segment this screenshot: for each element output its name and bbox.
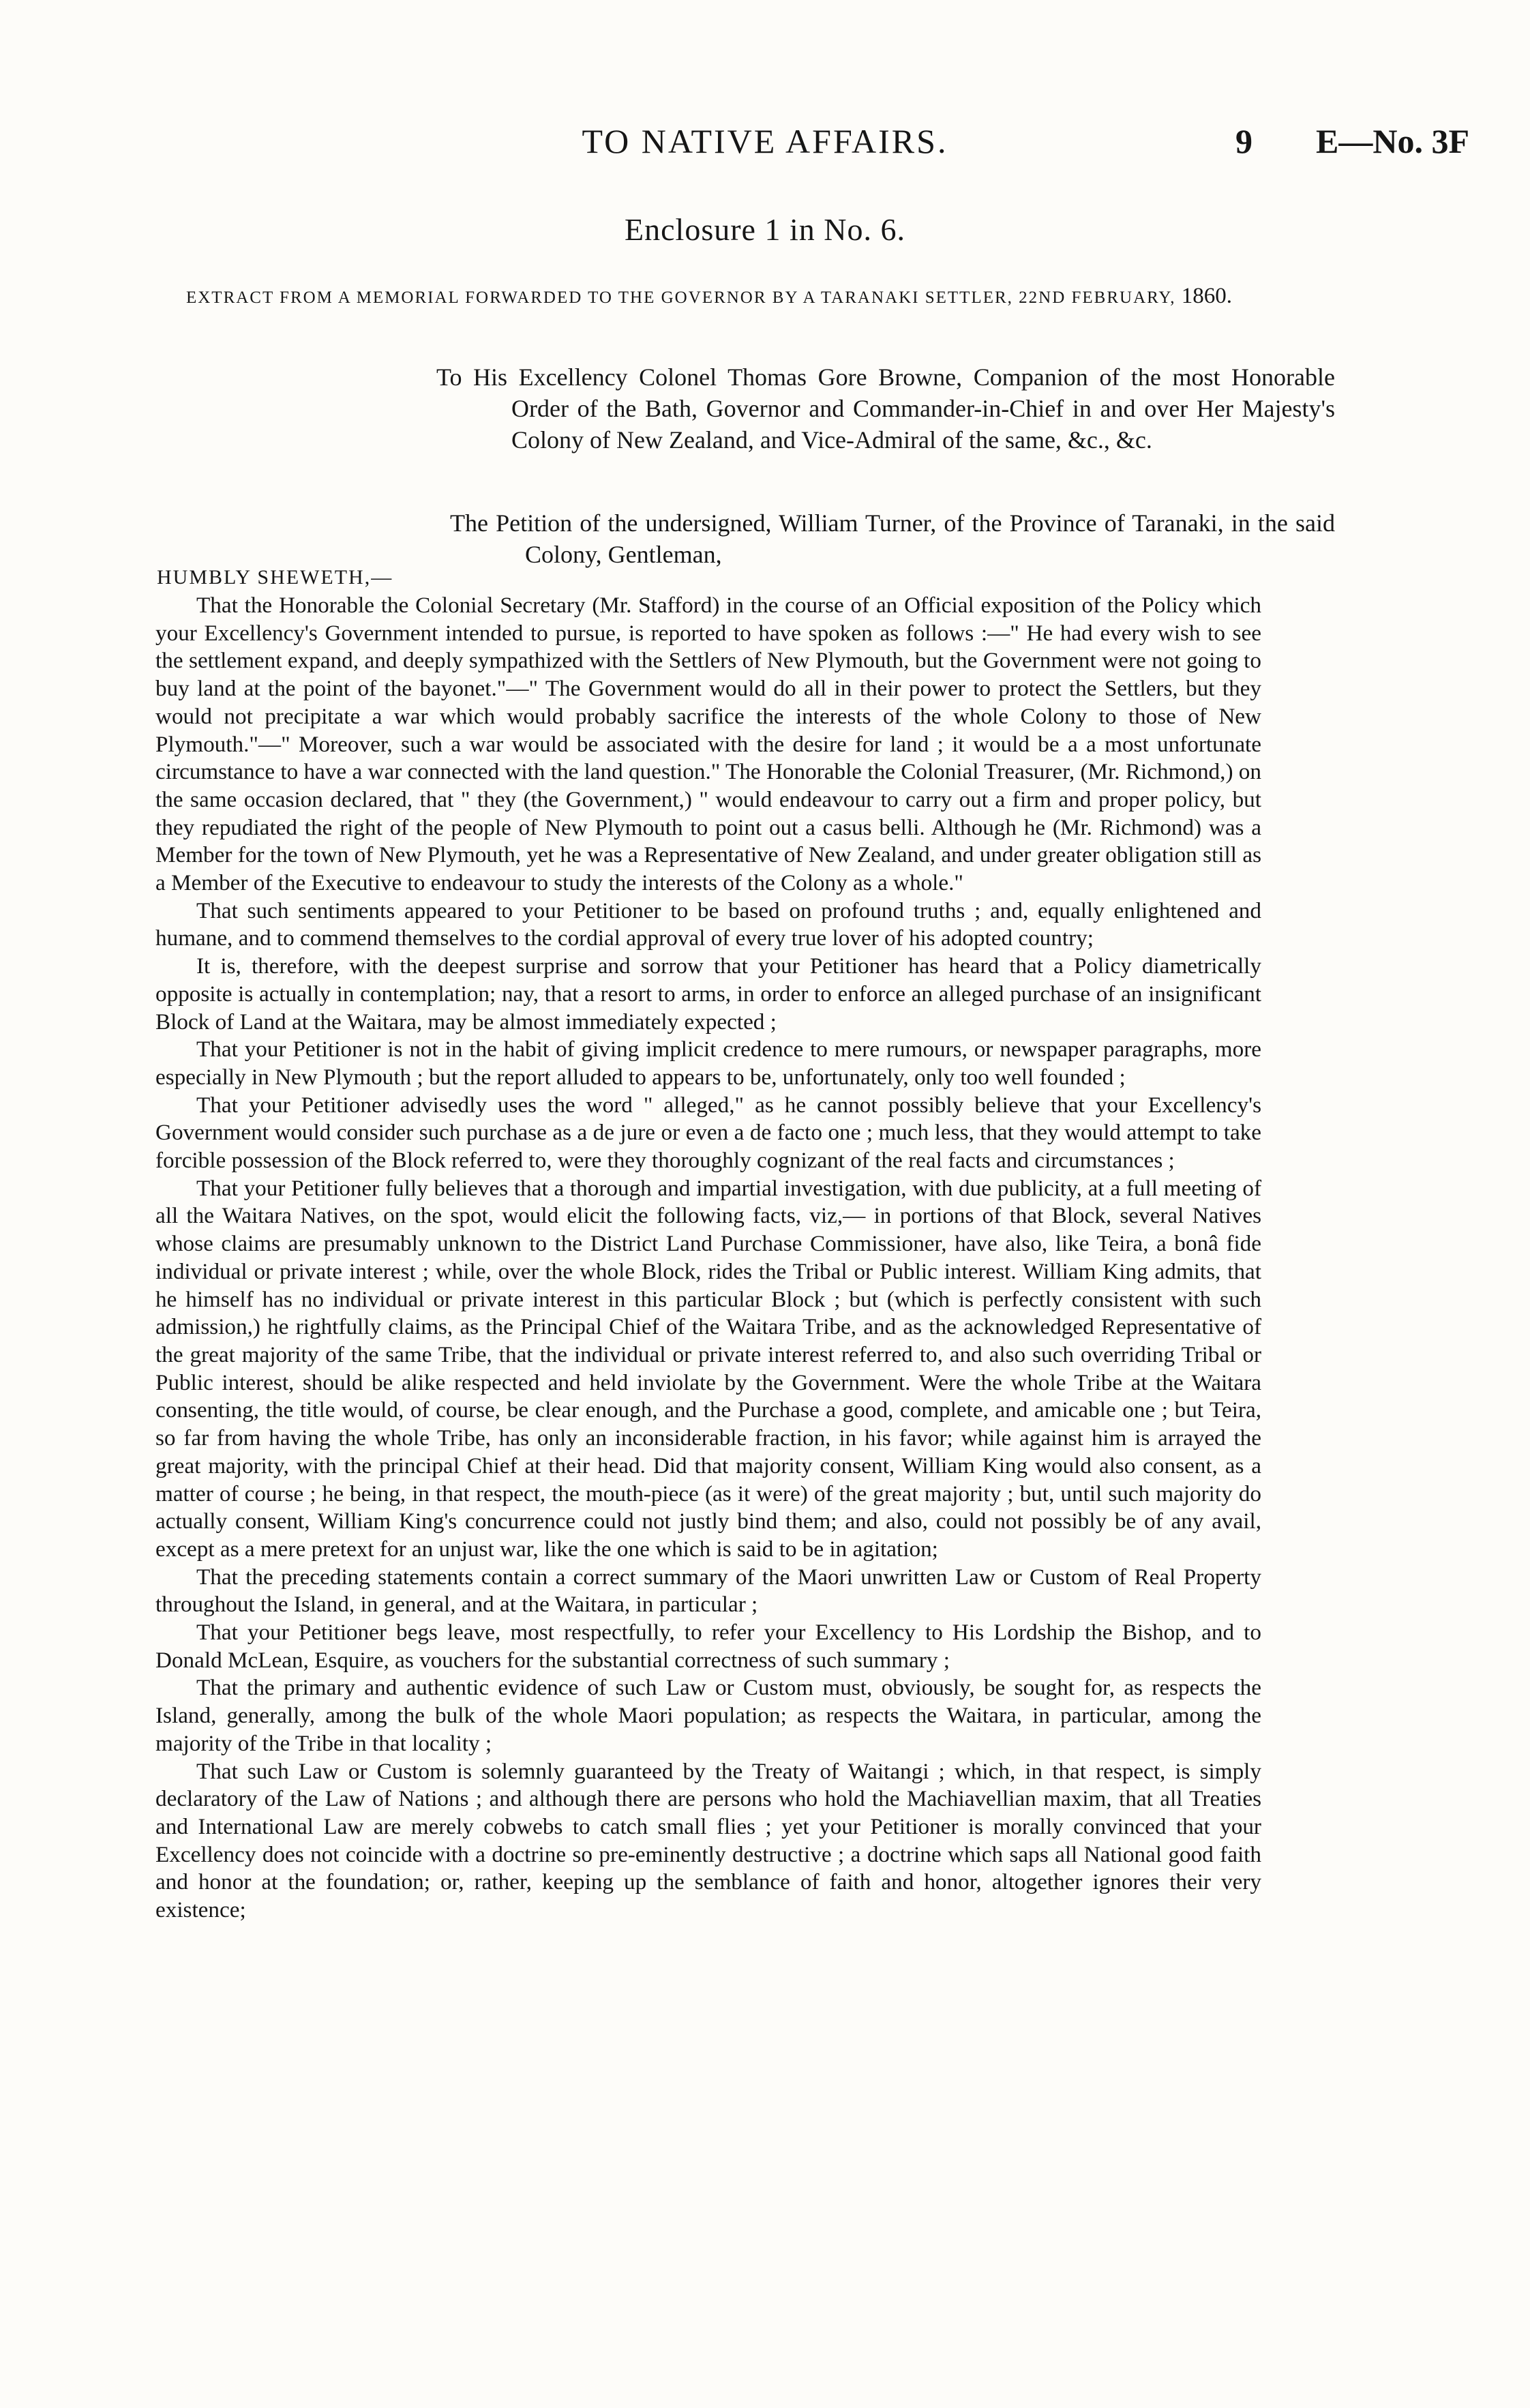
paragraph: That such sentiments appeared to your Petitioner to be based on profound truths ; and, equally enlightened and humane, and to commend themselves to the cordial approval of every true lover of his adopted country;	[155, 897, 1261, 951]
paragraph: That your Petitioner begs leave, most respectfully, to refer your Excellency to His Lordship the Bishop, and to Donald McLean, Esquire, as vouchers for the substantial correctness of such summary ;	[155, 1620, 1261, 1673]
address-block: To His Excellency Colonel Thomas Gore Browne, Companion of the most Honorable Order of the Bath, Governor and Commander-in-Chief in and over Her Majesty's Colony of New Zealand, and Vice-Admiral of the same, &c., &c.	[436, 363, 1335, 454]
page-number: 9	[1235, 122, 1252, 160]
paragraph: That the preceding statements contain a correct summary of the Maori unwritten Law or Custom of Real Property throughout the Island, in general, and at the Waitara, in particular ;	[155, 1564, 1261, 1618]
paragraph: It is, therefore, with the deepest surprise and sorrow that your Petitioner has heard that a Policy diametrically opposite is actually in contemplation; nay, that a resort to arms, in order to enforce an alleged purchase of an insignificant Block of Land at the Waitara, may be almost immediately expected ;	[155, 953, 1261, 1035]
paragraph: That your Petitioner is not in the habit of giving implicit credence to mere rumours, or newspaper paragraphs, more especially in New Plymouth ; but the report alluded to appears to be, unfortunately, only too well founded ;	[155, 1037, 1261, 1090]
extract-title-year: 1860.	[1181, 284, 1233, 308]
paragraph: That the Honorable the Colonial Secretary (Mr. Stafford) in the course of an Official exposition of the Policy which your Excellency's Government intended to pursue, is reported to have spoken as follows :—" He had every wish to see the settlement expand, and deeply sympathized with the Settlers of New Plymouth, but the Government were not going to buy land at the point of the bayonet."—" The Government would do all in their power to protect the Settlers, but they would not precipitate a war which would probably sacrifice the interests of the whole Colony to those of New Plymouth."—" Moreover, such a war would be associated with the desire for land ; it would be a a most unfortunate circumstance to have a war connected with the land question." The Honorable the Colonial Treasurer, (Mr. Richmond,) on the same occasion declared, that " they (the Government,) " would endeavour to carry out a firm and proper policy, but they repudiated the right of the people of New Plymouth to point out a casus belli. Although he (Mr. Richmond) was a Member for the town of New Plymouth, yet he was a Representative of New Zealand, and under greater obligation still as a Member of the Executive to endeavour to study the interests of the Colony as a whole."	[155, 593, 1261, 896]
petition-intro: The Petition of the undersigned, William Turner, of the Province of Taranaki, in the said Colony, Gentleman,	[450, 509, 1335, 568]
salutation: HUMBLY SHEWETH,—	[157, 566, 393, 589]
paragraph: That your Petitioner advisedly uses the word " alleged," as he cannot possibly believe that your Excellency's Government would consider such purchase as a de jure or even a de facto one ; much less, that they would attempt to take forcible possession of the Block referred to, were they thoroughly cognizant of the real facts and circumstances ;	[155, 1092, 1261, 1174]
paragraph: That the primary and authentic evidence of such Law or Custom must, obviously, be sought for, as respects the Island, generally, among the bulk of the whole Maori population; as respects the Waitara, in particular, among the majority of the Tribe in that locality ;	[155, 1675, 1261, 1756]
paragraph: That your Petitioner fully believes that a thorough and impartial investigation, with due publicity, at a full meeting of all the Waitara Natives, on the spot, would elicit the following facts, viz,— in portions of that Block, several Natives whose claims are presumably unknown to the District Land Purchase Commissioner, have also, like Teira, a bonâ fide individual or private interest ; while, over the whole Block, rides the Tribal or Public interest. William King admits, that he himself has no individual or private interest in this particular Block ; but (which is perfectly consistent with such admission,) he rightfully claims, as the Principal Chief of the Waitara Tribe, and as the acknowledged Representative of the great majority of the same Tribe, that the individual or private interest referred to, and also such overriding Tribal or Public interest, should be alike respected and held inviolate by the Government. Were the whole Tribe at the Waitara consenting, the title would, of course, be clear enough, and the Purchase a good, complete, and amicable one ; but Teira, so far from having the whole Tribe, has only an inconsiderable fraction, in his favor; while against him is arrayed the great majority, with the principal Chief at their head. Did that majority consent, William King would also consent, as a matter of course ; he being, in that respect, the mouth-piece (as it were) of the great majority ; but, until such majority do actually consent, William King's concurrence could not justly bind them; and also, could not possibly be of any avail, except as a mere pretext for an unjust war, like the one which is said to be in agitation;	[155, 1175, 1261, 1562]
series-number: E—No. 3F	[1316, 122, 1469, 160]
paragraph: That such Law or Custom is solemnly guaranteed by the Treaty of Waitangi ; which, in that respect, is simply declaratory of the Law of Nations ; and although there are persons who hold the Machiavellian maxim, that all Treaties and International Law are merely cobwebs to catch small flies ; yet your Petitioner is morally convinced that your Excellency does not coincide with a doctrine so pre-eminently destructive ; a doctrine which saps all National good faith and honor at the foundation; or, rather, keeping up the semblance of faith and honor, altogether ignores their very existence;	[155, 1758, 1261, 1923]
page-header-title: TO NATIVE AFFAIRS.	[582, 122, 948, 160]
extract-title-text: EXTRACT FROM A MEMORIAL FORWARDED TO THE GOVERNOR BY A TARANAKI SETTLER, 22ND FEBRUARY,	[185, 288, 1176, 307]
extract-title	[157, 281, 1261, 313]
enclosure-heading: Enclosure 1 in No. 6.	[625, 212, 905, 247]
petition-body	[155, 592, 1261, 1924]
